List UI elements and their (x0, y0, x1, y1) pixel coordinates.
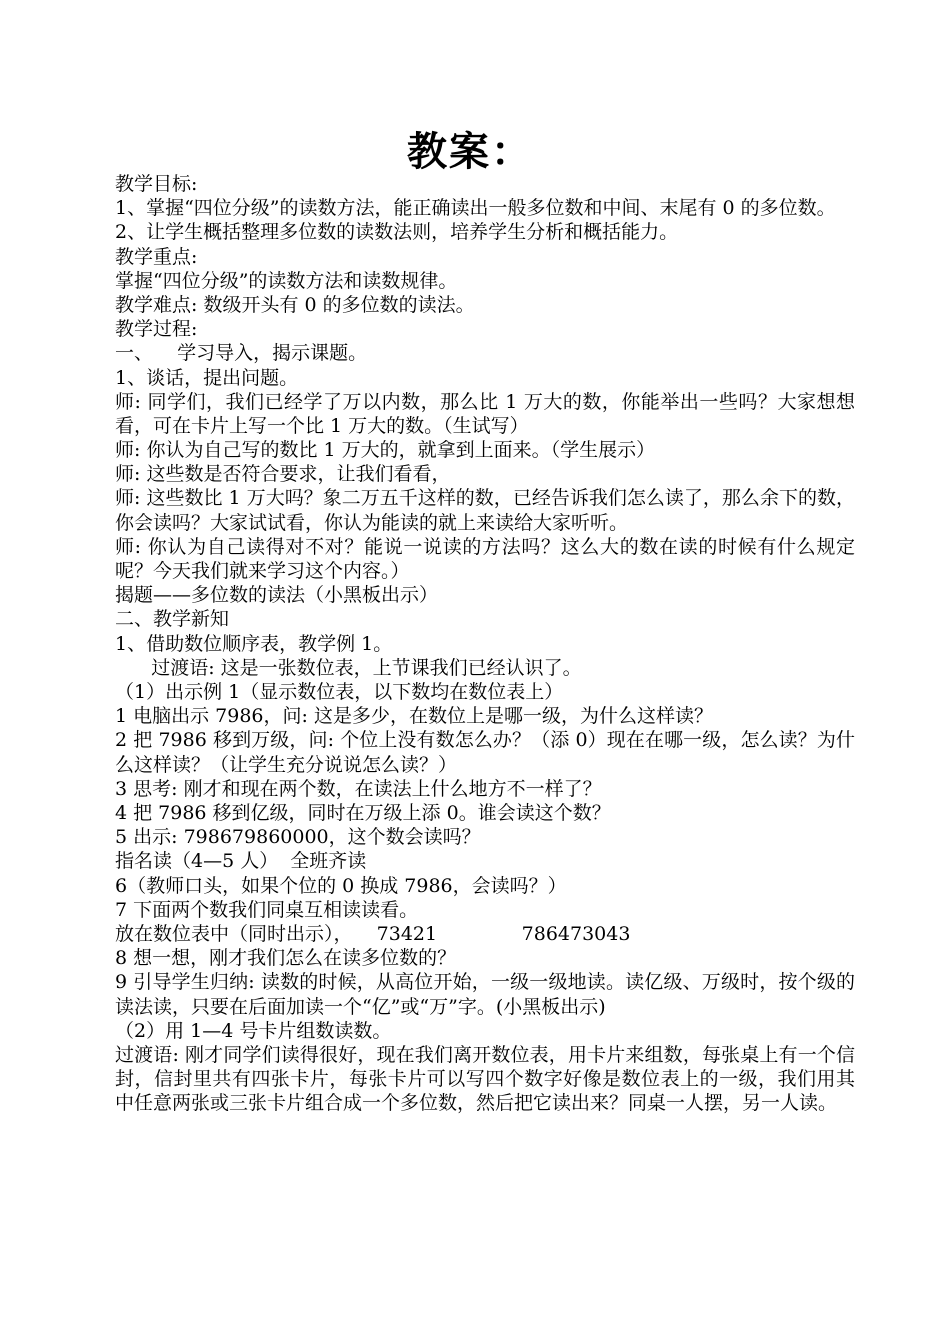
text-line: 放在数位表中（同时出示）， 73421 786473043 (115, 922, 631, 945)
text-line: 师: 这些数是否符合要求，让我们看看， (115, 463, 451, 486)
text-line: 教学目标: (115, 173, 198, 195)
text-line: 教学重点: (115, 245, 198, 268)
text-line: （1）出示例 1（显示数位表，以下数均在数位表上） (115, 681, 564, 704)
text-line: 1、借助数位顺序表，教学例 1。 (115, 632, 393, 655)
text-paragraph: 师: 同学们，我们已经学了万以内数，那么比 1 万大的数，你能举出一些吗？大家想想看，可在卡片上写一个比 1 万大的数。（生试写） (115, 390, 855, 437)
text-paragraph: 师: 你认为自己读得对不对？能说一说读的方法吗？这么大的数在读的时候有什么规定呢？今天我们就来学习这个内容。） (115, 535, 855, 583)
text-line: 1 电脑出示 7986，问: 这是多少，在数位上是哪一级，为什么这样读？ (115, 705, 713, 728)
text-line: 掌握“四位分级”的读数方法和读数规律。 (115, 269, 458, 292)
text-paragraph: 师: 这些数比 1 万大吗？象二万五千这样的数，已经告诉我们怎么读了，那么余下的数，你会读吗？大家试试看，你认为能读的就上来读给大家听听。 (115, 487, 855, 534)
text-line: 教学过程: (115, 318, 198, 341)
text-line: 8 想一想，刚才我们怎么在读多位数的？ (115, 947, 457, 970)
text-paragraph: 过渡语: 刚才同学们读得很好，现在我们离开数位表，用卡片来组数，每张桌上有一个信封，信封里共有四张卡片，每张卡片可以写四个数字好像是数位表上的一级，我们用其中任意两张或三张卡片组合成一个多位数，然后把它读出来？同桌一人摆，另一人读。 (115, 1043, 855, 1115)
text-line: 过渡语: 这是一张数位表，上节课我们已经认识了。 (115, 656, 582, 679)
text-paragraph: 9 引导学生归纳: 读数的时候，从高位开始，一级一级地读。读亿级、万级时，按个级的读法读，只要在后面加读一个“亿”或“万”字。(小黑板出示) (115, 971, 855, 1018)
text-line: 4 把 7986 移到亿级，同时在万级上添 0。谁会读这个数？ (115, 802, 611, 825)
text-line: 7 下面两个数我们同桌互相读读看。 (115, 898, 419, 921)
text-line: 6（教师口头，如果个位的 0 换成 7986，会读吗？） (115, 874, 567, 897)
text-line: 3 思考: 刚才和现在两个数，在读法上什么地方不一样了？ (115, 777, 602, 800)
text-line: 指名读（4—5 人） 全班齐读 (115, 850, 367, 873)
text-line: 师: 你认为自己写的数比 1 万大的，就拿到上面来。（学生展示） (115, 439, 656, 462)
text-line: 1、谈话，提出问题。 (115, 366, 299, 389)
document-body (115, 172, 855, 1116)
text-line: 揭题——多位数的读法（小黑板出示） (115, 584, 439, 607)
text-line: 2、让学生概括整理多位数的读数法则，培养学生分析和概括能力。 (115, 221, 679, 244)
text-paragraph: 2 把 7986 移到万级，问: 个位上没有数怎么办？（添 0）现在在哪一级，怎么读？为什么这样读？（让学生充分说说怎么读？） (115, 729, 855, 776)
text-line: 一、 学习导入，揭示课题。 (115, 342, 368, 365)
text-line: 二、教学新知 (115, 608, 230, 631)
text-line: 教学难点: 数级开头有 0 的多位数的读法。 (115, 293, 475, 316)
text-paragraph: 1、掌握“四位分级”的读数方法，能正确读出一般多位数和中间、末尾有 0 的多位数。 (115, 197, 836, 220)
text-line: （2）用 1—4 号卡片组数读数。 (115, 1019, 392, 1042)
page-title: 教案： (407, 129, 533, 175)
text-line: 5 出示: 798679860000，这个数会读吗？ (115, 826, 481, 849)
